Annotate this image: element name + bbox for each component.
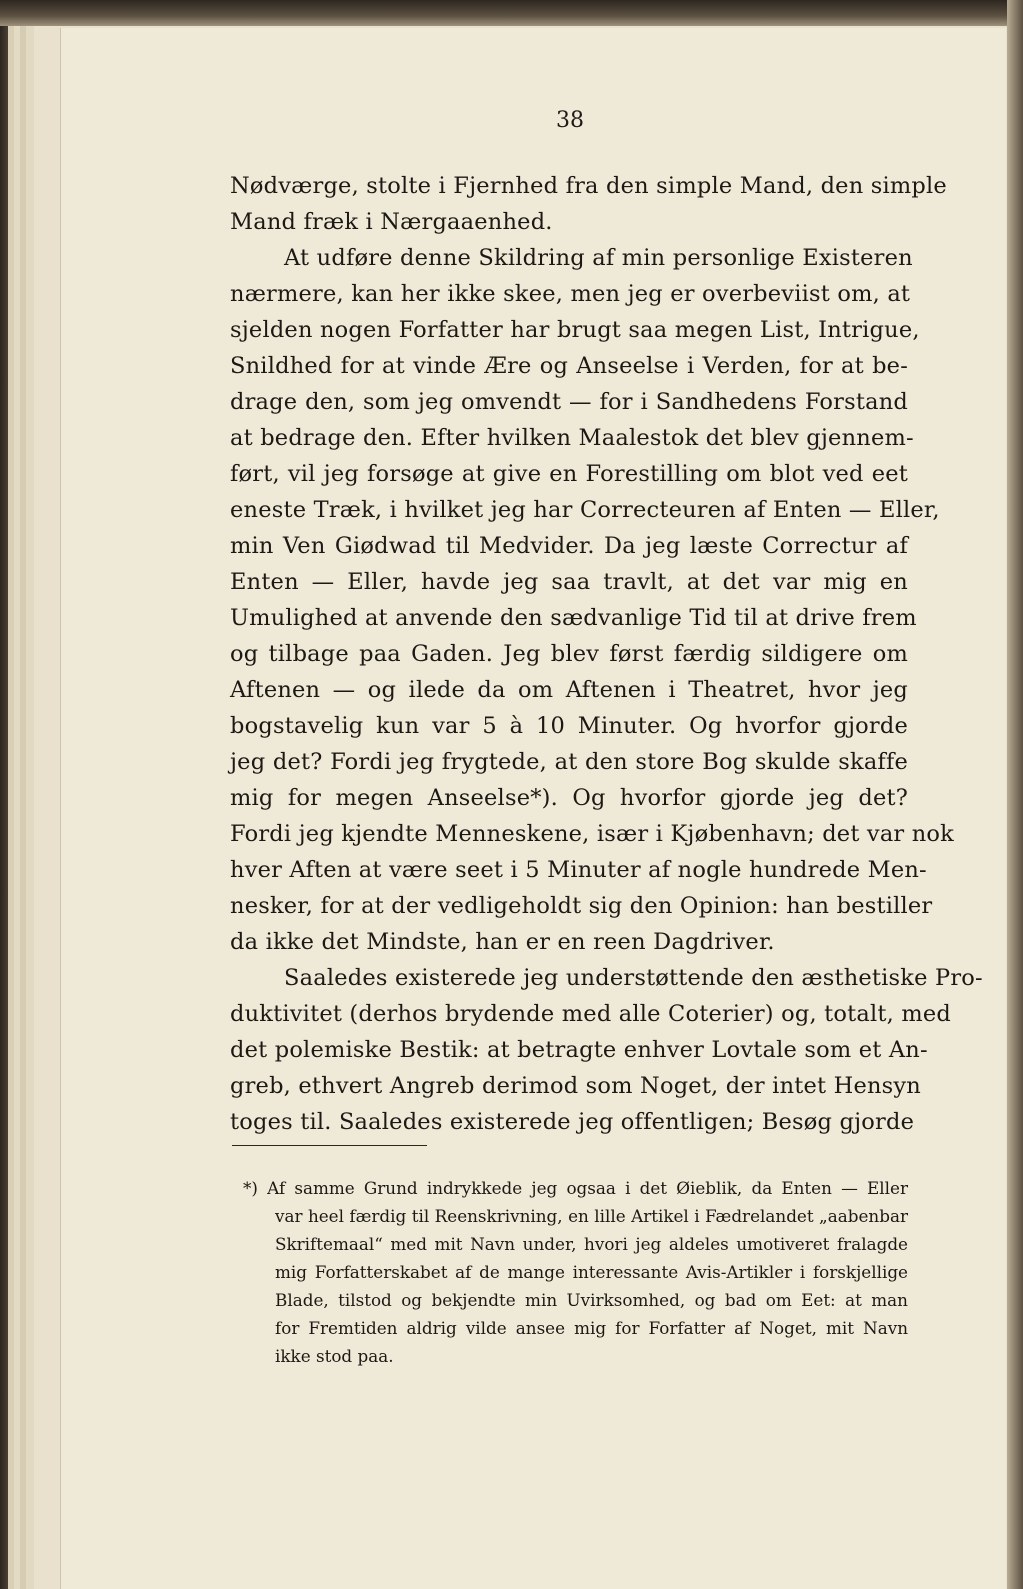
text-line: nærmere, kan her ikke skee, men jeg er overbeviist om, at bbox=[230, 281, 911, 307]
text-line: Fordi jeg kjendte Menneskene, især i Kjøbenhavn; det var nok bbox=[230, 821, 955, 847]
text-line: hver Aften at være seet i 5 Minuter af nogle hundrede Men- bbox=[230, 857, 927, 883]
right-binding-strip bbox=[1007, 0, 1023, 1589]
text-line: det polemiske Bestik: at betragte enhver Lovtale som et An- bbox=[230, 1037, 928, 1063]
text-line: Enten — Eller, havde jeg saa travlt, at det var mig en bbox=[230, 569, 908, 595]
text-line: ført, vil jeg forsøge at give en Forestilling om blot ved eet bbox=[230, 461, 908, 487]
text-line: Nødværge, stolte i Fjernhed fra den simple Mand, den simple bbox=[230, 173, 947, 199]
text-line: Snildhed for at vinde Ære og Anseelse i Verden, for at be- bbox=[230, 353, 908, 379]
footnote bbox=[245, 1174, 908, 1370]
text-line: Mand fræk i Nærgaaenhed. bbox=[230, 209, 553, 235]
footnote-line: *) Af samme Grund indrykkede jeg ogsaa i det Øieblik, da Enten — Eller bbox=[243, 1178, 908, 1198]
footnote-line: ikke stod paa. bbox=[275, 1346, 394, 1366]
text-line: sjelden nogen Forfatter har brugt saa megen List, Intrigue, bbox=[230, 317, 920, 343]
text-line: min Ven Giødwad til Medvider. Da jeg læste Correctur af bbox=[230, 533, 908, 559]
text-line: mig for megen Anseelse*). Og hvorfor gjorde jeg det? bbox=[230, 785, 908, 811]
body-text bbox=[230, 168, 983, 1140]
text-line: Saaledes existerede jeg understøttende den æsthetiske Pro- bbox=[284, 965, 983, 991]
text-line: Umulighed at anvende den sædvanlige Tid til at drive frem bbox=[230, 605, 917, 631]
page-number: 38 bbox=[556, 108, 584, 133]
footnote-line: Skriftemaal“ med mit Navn under, hvori jeg aldeles umotiveret fralagde bbox=[275, 1234, 908, 1254]
text-line: Aftenen — og ilede da om Aftenen i Theatret, hvor jeg bbox=[230, 677, 908, 703]
text-line: og tilbage paa Gaden. Jeg blev først færdig sildigere om bbox=[230, 641, 908, 667]
footnote-line: var heel færdig til Reenskrivning, en lille Artikel i Fædrelandet „aabenbar bbox=[275, 1206, 908, 1226]
top-binding-strip bbox=[0, 0, 1023, 26]
footnote-line: for Fremtiden aldrig vilde ansee mig for Forfatter af Noget, mit Navn bbox=[275, 1318, 908, 1338]
text-line: drage den, som jeg omvendt — for i Sandhedens Forstand bbox=[230, 389, 908, 415]
footnote-line: mig Forfatterskabet af de mange interessante Avis-Artikler i forskjellige bbox=[275, 1262, 908, 1282]
text-line: jeg det? Fordi jeg frygtede, at den store Bog skulde skaffe bbox=[230, 749, 908, 775]
text-line: toges til. Saaledes existerede jeg offentligen; Besøg gjorde bbox=[230, 1109, 915, 1135]
text-line: bogstavelig kun var 5 à 10 Minuter. Og hvorfor gjorde bbox=[230, 713, 908, 739]
text-line: At udføre denne Skildring af min personlige Existeren bbox=[284, 245, 913, 271]
footnote-line: Blade, tilstod og bekjendte min Uvirksomhed, og bad om Eet: at man bbox=[275, 1290, 908, 1310]
text-line: eneste Træk, i hvilket jeg har Correcteuren af Enten — Eller, bbox=[230, 497, 940, 523]
text-line: at bedrage den. Efter hvilken Maalestok det blev gjennem- bbox=[230, 425, 914, 451]
footnote-rule bbox=[232, 1145, 427, 1146]
text-line: da ikke det Mindste, han er en reen Dagdriver. bbox=[230, 929, 775, 955]
text-line: greb, ethvert Angreb derimod som Noget, der intet Hensyn bbox=[230, 1073, 922, 1099]
text-line: nesker, for at der vedligeholdt sig den Opinion: han bestiller bbox=[230, 893, 933, 919]
text-line: duktivitet (derhos brydende med alle Coterier) og, totalt, med bbox=[230, 1001, 952, 1027]
